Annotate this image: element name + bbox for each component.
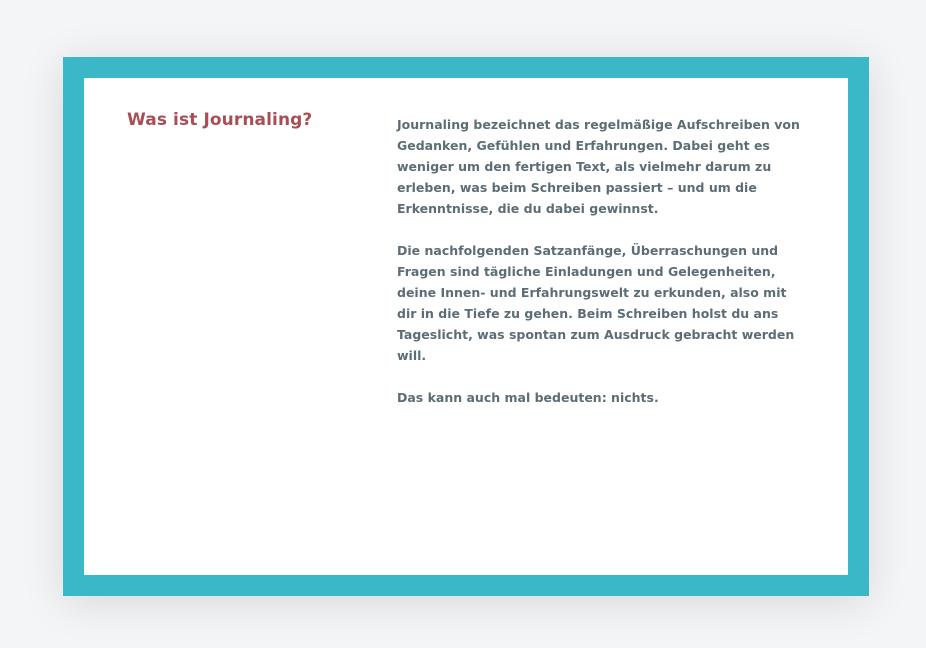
card-body	[397, 114, 809, 429]
paragraph-1: Journaling bezeichnet das regelmäßige Aufschreiben von Gedanken, Gefühlen und Erfahrungen. Dabei geht es weniger um den fertigen Text, als vielmehr darum zu erleben, was beim Schreiben passiert – und um die Erkenntnisse, die du dabei gewinnst.	[397, 117, 800, 216]
card-content	[84, 78, 848, 575]
journaling-card	[63, 57, 869, 596]
card-title: Was ist Journaling?	[127, 110, 313, 130]
paragraph-2: Die nachfolgenden Satzanfänge, Überraschungen und Fragen sind tägliche Einladungen und Gelegenheiten, deine Innen- und Erfahrungswelt zu erkunden, also mit dir in die Tiefe zu gehen. Beim Schreiben holst du ans Tageslicht, was spontan zum Ausdruck gebracht werden will.	[397, 243, 795, 363]
paragraph-3: Das kann auch mal bedeuten: nichts.	[397, 390, 659, 405]
